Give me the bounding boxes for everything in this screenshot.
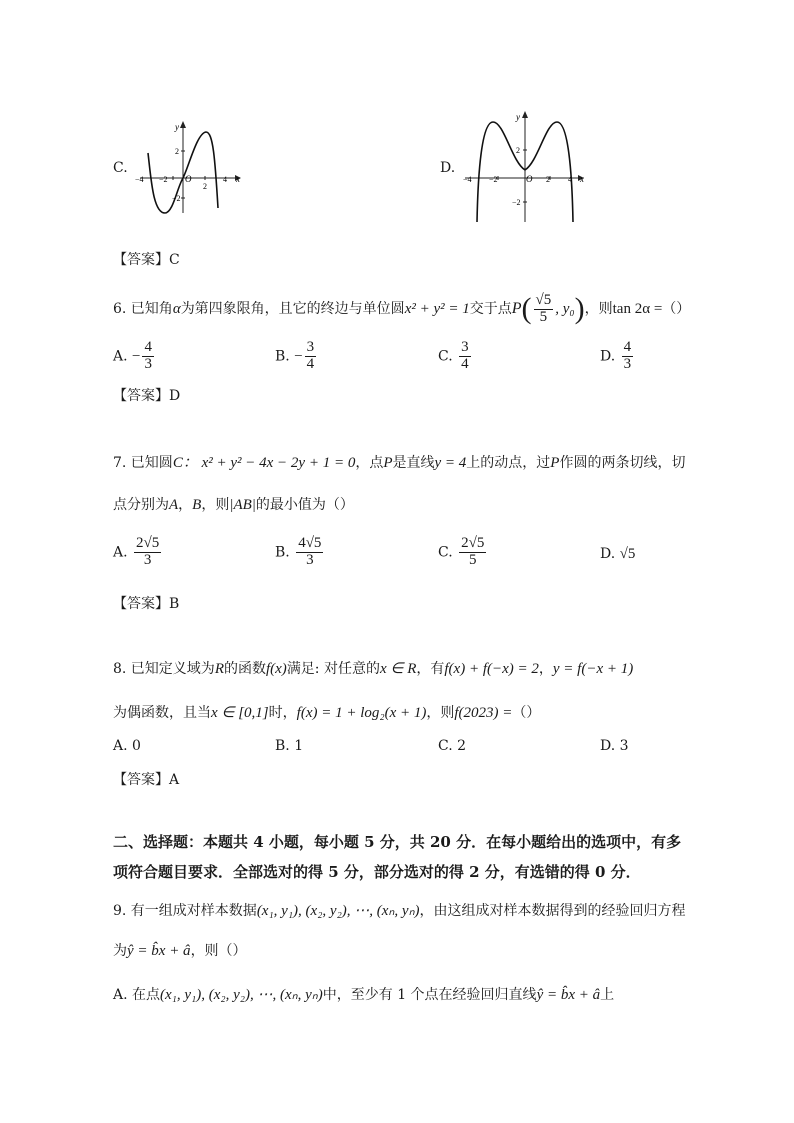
x-axis-label: x [236, 174, 240, 184]
tick-label: 2 [203, 182, 207, 191]
question-7-line2: 点分别为A，B，则|AB|的最小值为（） [113, 497, 354, 513]
answer-q6: 【答案】D [113, 388, 181, 404]
answer-q7: 【答案】B [113, 596, 180, 612]
origin-label: O [526, 174, 533, 184]
x-axis-label: x [580, 174, 584, 184]
tick-label: 2 [516, 146, 520, 155]
tick-label: −4 [463, 175, 472, 184]
graph-d [460, 110, 590, 225]
answer-q5: 【答案】C [113, 252, 180, 268]
question-8-line1: 8. 已知定义域为R的函数f(x)满足: 对任意的x ∈ R，有f(x) + f(−x) = 2，y = f(−x + 1) [113, 661, 634, 677]
q6-option-b[interactable]: B. − $\frac{3}{4}$ [275, 339, 315, 372]
q7-option-a[interactable]: A. $\frac{2√5}{3}$ [113, 535, 160, 568]
q7-option-b[interactable]: B. $\frac{4√5}{3}$ [275, 535, 322, 568]
tick-label: 4 [568, 175, 572, 184]
question-9-line1: 9. 有一组成对样本数据(x₁, y₁), (x₂, y₂), ⋯, (xₙ, yₙ)，由这组成对样本数据得到的经验回归方程 [113, 903, 686, 919]
q7-option-d[interactable]: D. √5 [600, 546, 636, 562]
tick-label: 2 [175, 147, 179, 156]
q8-option-b[interactable]: B. 1 [275, 738, 304, 754]
q8-option-c[interactable]: C. 2 [438, 738, 467, 754]
section-2-line1: 二、选择题：本题共 4 小题，每小题 5 分，共 20 分．在每小题给出的选项中，有多 [113, 833, 682, 851]
q6-option-c[interactable]: C. $\frac{3}{4}$ [438, 339, 469, 372]
tick-label: 4 [223, 175, 227, 184]
q8-option-a[interactable]: A. 0 [113, 738, 141, 754]
tick-label: −4 [135, 175, 144, 184]
origin-label: O [185, 174, 192, 184]
y-axis-label: y [516, 112, 520, 122]
q8-option-d[interactable]: D. 3 [600, 738, 629, 754]
option-c-label: C. [113, 160, 128, 176]
q9-option-a[interactable]: A. 在点(x₁, y₁), (x₂, y₂), ⋯, (xₙ, yₙ)中，至少有 1 个点在经验回归直线ŷ = b̂x + â上 [113, 987, 615, 1003]
section-2-line2: 项符合题目要求．全部选对的得 5 分，部分选对的得 2 分，有选错的得 0 分． [113, 863, 641, 881]
question-7-line1: 7. 已知圆C： x² + y² − 4x − 2y + 1 = 0，点P是直线y = 4上的动点，过P作圆的两条切线，切 [113, 455, 686, 471]
question-6: 6. 已知角α为第四象限角，且它的终边与单位圆x² + y² = 1交于点P( $\frac{√5}{5}$ , y₀)，则tan 2α =（） [113, 291, 691, 325]
tick-label: −2 [159, 175, 168, 184]
y-axis-label: y [175, 122, 179, 132]
answer-q8: 【答案】A [113, 772, 180, 788]
tick-label: −2 [512, 198, 521, 207]
q7-option-c[interactable]: C. $\frac{2√5}{5}$ [438, 535, 485, 568]
tick-label: −2 [489, 175, 498, 184]
tick-label: 2 [546, 175, 550, 184]
tick-label: −2 [172, 194, 181, 203]
option-d-label: D. [440, 160, 456, 176]
question-8-line2: 为偶函数，且当x ∈ [0,1]时，f(x) = 1 + log₂(x + 1)，则f(2023) =（） [113, 705, 541, 721]
q6-option-d[interactable]: D. $\frac{4}{3}$ [600, 339, 632, 372]
question-9-line2: 为ŷ = b̂x + â，则（） [113, 943, 247, 959]
q6-option-a[interactable]: A. − $\frac{4}{3}$ [113, 339, 152, 372]
graph-c [135, 118, 245, 218]
